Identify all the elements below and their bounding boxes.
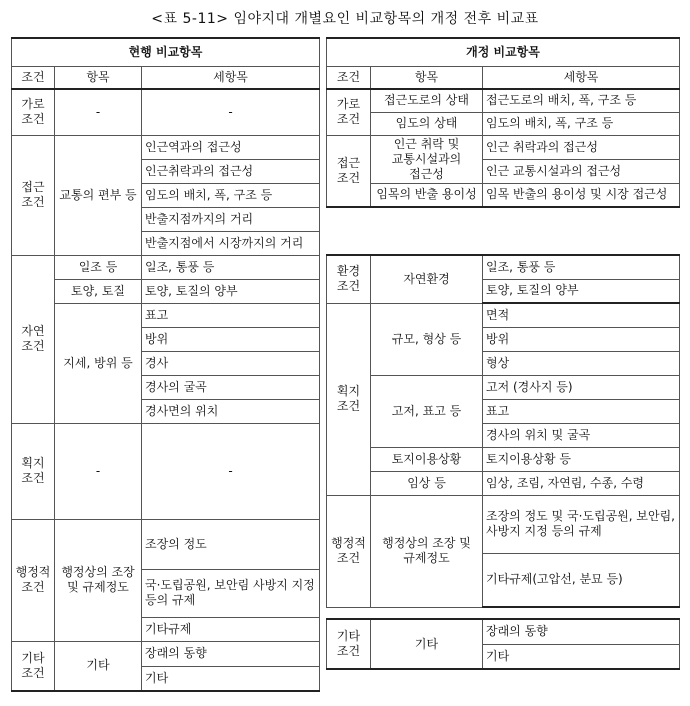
subitem-cell: 일조, 통풍 등 [483, 255, 680, 279]
subitem-cell: 장래의 동향 [142, 641, 320, 666]
item-cell: 자연환경 [371, 255, 483, 303]
subitem-cell: 임상, 조림, 자연림, 수종, 수령 [483, 471, 680, 495]
item-cell: 고저, 표고 등 [371, 375, 483, 447]
current-items-header: 현행 비교항목 [12, 38, 320, 66]
subitem-cell: 반출지점까지의 거리 [142, 207, 320, 231]
item-cell: 접근도로의 상태 [371, 89, 483, 112]
item-cell: 일조 등 [55, 255, 142, 279]
item-cell: - [55, 89, 142, 135]
item-cell: 임상 등 [371, 471, 483, 495]
item-cell: 임도의 상태 [371, 112, 483, 135]
subitem-cell: 인근취락과의 접근성 [142, 159, 320, 183]
subitem-cell: 토양, 토질의 양부 [142, 279, 320, 303]
condition-cell: 접근 조건 [327, 135, 371, 207]
revised-items-table [326, 37, 680, 670]
subitem-cell: 방위 [483, 327, 680, 351]
item-cell: 지세, 방위 등 [55, 303, 142, 423]
subitem-cell: 토양, 토질의 양부 [483, 279, 680, 303]
col-condition-header: 조건 [12, 66, 55, 89]
subitem-cell: 기타 [142, 666, 320, 691]
subitem-cell: 토지이용상황 등 [483, 447, 680, 471]
condition-cell: 기타 조건 [12, 641, 55, 691]
current-items-table [11, 37, 320, 692]
item-cell: 규모, 형상 등 [371, 303, 483, 375]
item-cell: 기타 [371, 619, 483, 669]
item-cell: 인근 취락 및 교통시설과의 접근성 [371, 135, 483, 183]
condition-cell: 가로 조건 [327, 89, 371, 135]
subitem-cell: 고저 (경사지 등) [483, 375, 680, 399]
subitem-cell: 면적 [483, 303, 680, 327]
item-cell: 교통의 편부 등 [55, 135, 142, 255]
condition-cell: 획지 조건 [12, 423, 55, 519]
subitem-cell: 반출지점에서 시장까지의 거리 [142, 231, 320, 255]
condition-cell: 기타 조건 [327, 619, 371, 669]
subitem-cell: - [142, 423, 320, 519]
subitem-cell: 표고 [142, 303, 320, 327]
item-cell: 토지이용상황 [371, 447, 483, 471]
table-gap [327, 607, 680, 619]
table-caption: <표 5-11> 임야지대 개별요인 비교항목의 개정 전후 비교표 [151, 11, 539, 27]
subitem-cell: 조장의 정도 [142, 519, 320, 569]
table-gap [327, 207, 680, 255]
condition-cell: 가로 조건 [12, 89, 55, 135]
subitem-cell: 기타규제 [142, 617, 320, 641]
item-cell: - [55, 423, 142, 519]
subitem-cell: 조장의 정도 및 국·도립공원, 보안림, 사방지 지정 등의 규제 [483, 495, 680, 553]
revised-items-header: 개정 비교항목 [327, 38, 680, 66]
subitem-cell: 임목 반출의 용이성 및 시장 접근성 [483, 183, 680, 207]
subitem-cell: 형상 [483, 351, 680, 375]
col-item-header: 항목 [371, 66, 483, 89]
subitem-cell: 국·도립공원, 보안림 사방지 지정 등의 규제 [142, 569, 320, 617]
item-cell: 기타 [55, 641, 142, 691]
subitem-cell: 기타 [483, 644, 680, 669]
subitem-cell: 인근역과의 접근성 [142, 135, 320, 159]
subitem-cell: 기타규제(고압선, 분묘 등) [483, 553, 680, 607]
condition-cell: 행정적 조건 [327, 495, 371, 607]
subitem-cell: 인근 취락과의 접근성 [483, 135, 680, 159]
subitem-cell: 일조, 통풍 등 [142, 255, 320, 279]
subitem-cell: 경사의 굴곡 [142, 375, 320, 399]
subitem-cell: - [142, 89, 320, 135]
condition-cell: 자연 조건 [12, 255, 55, 423]
col-subitem-header: 세항목 [483, 66, 680, 89]
item-cell: 토양, 토질 [55, 279, 142, 303]
item-cell: 행정상의 조장 및 규제정도 [371, 495, 483, 607]
subitem-cell: 경사면의 위치 [142, 399, 320, 423]
subitem-cell: 인근 교통시설과의 접근성 [483, 159, 680, 183]
subitem-cell: 임도의 배치, 폭, 구조 등 [142, 183, 320, 207]
condition-cell: 행정적 조건 [12, 519, 55, 641]
condition-cell: 획지 조건 [327, 303, 371, 495]
subitem-cell: 표고 [483, 399, 680, 423]
subitem-cell: 방위 [142, 327, 320, 351]
subitem-cell: 경사의 위치 및 굴곡 [483, 423, 680, 447]
col-subitem-header: 세항목 [142, 66, 320, 89]
subitem-cell: 장래의 동향 [483, 619, 680, 644]
item-cell: 행정상의 조장 및 규제정도 [55, 519, 142, 641]
subitem-cell: 경사 [142, 351, 320, 375]
subitem-cell: 접근도로의 배치, 폭, 구조 등 [483, 89, 680, 112]
col-item-header: 항목 [55, 66, 142, 89]
condition-cell: 환경 조건 [327, 255, 371, 303]
col-condition-header: 조건 [327, 66, 371, 89]
subitem-cell: 임도의 배치, 폭, 구조 등 [483, 112, 680, 135]
item-cell: 임목의 반출 용이성 [371, 183, 483, 207]
condition-cell: 접근 조건 [12, 135, 55, 255]
